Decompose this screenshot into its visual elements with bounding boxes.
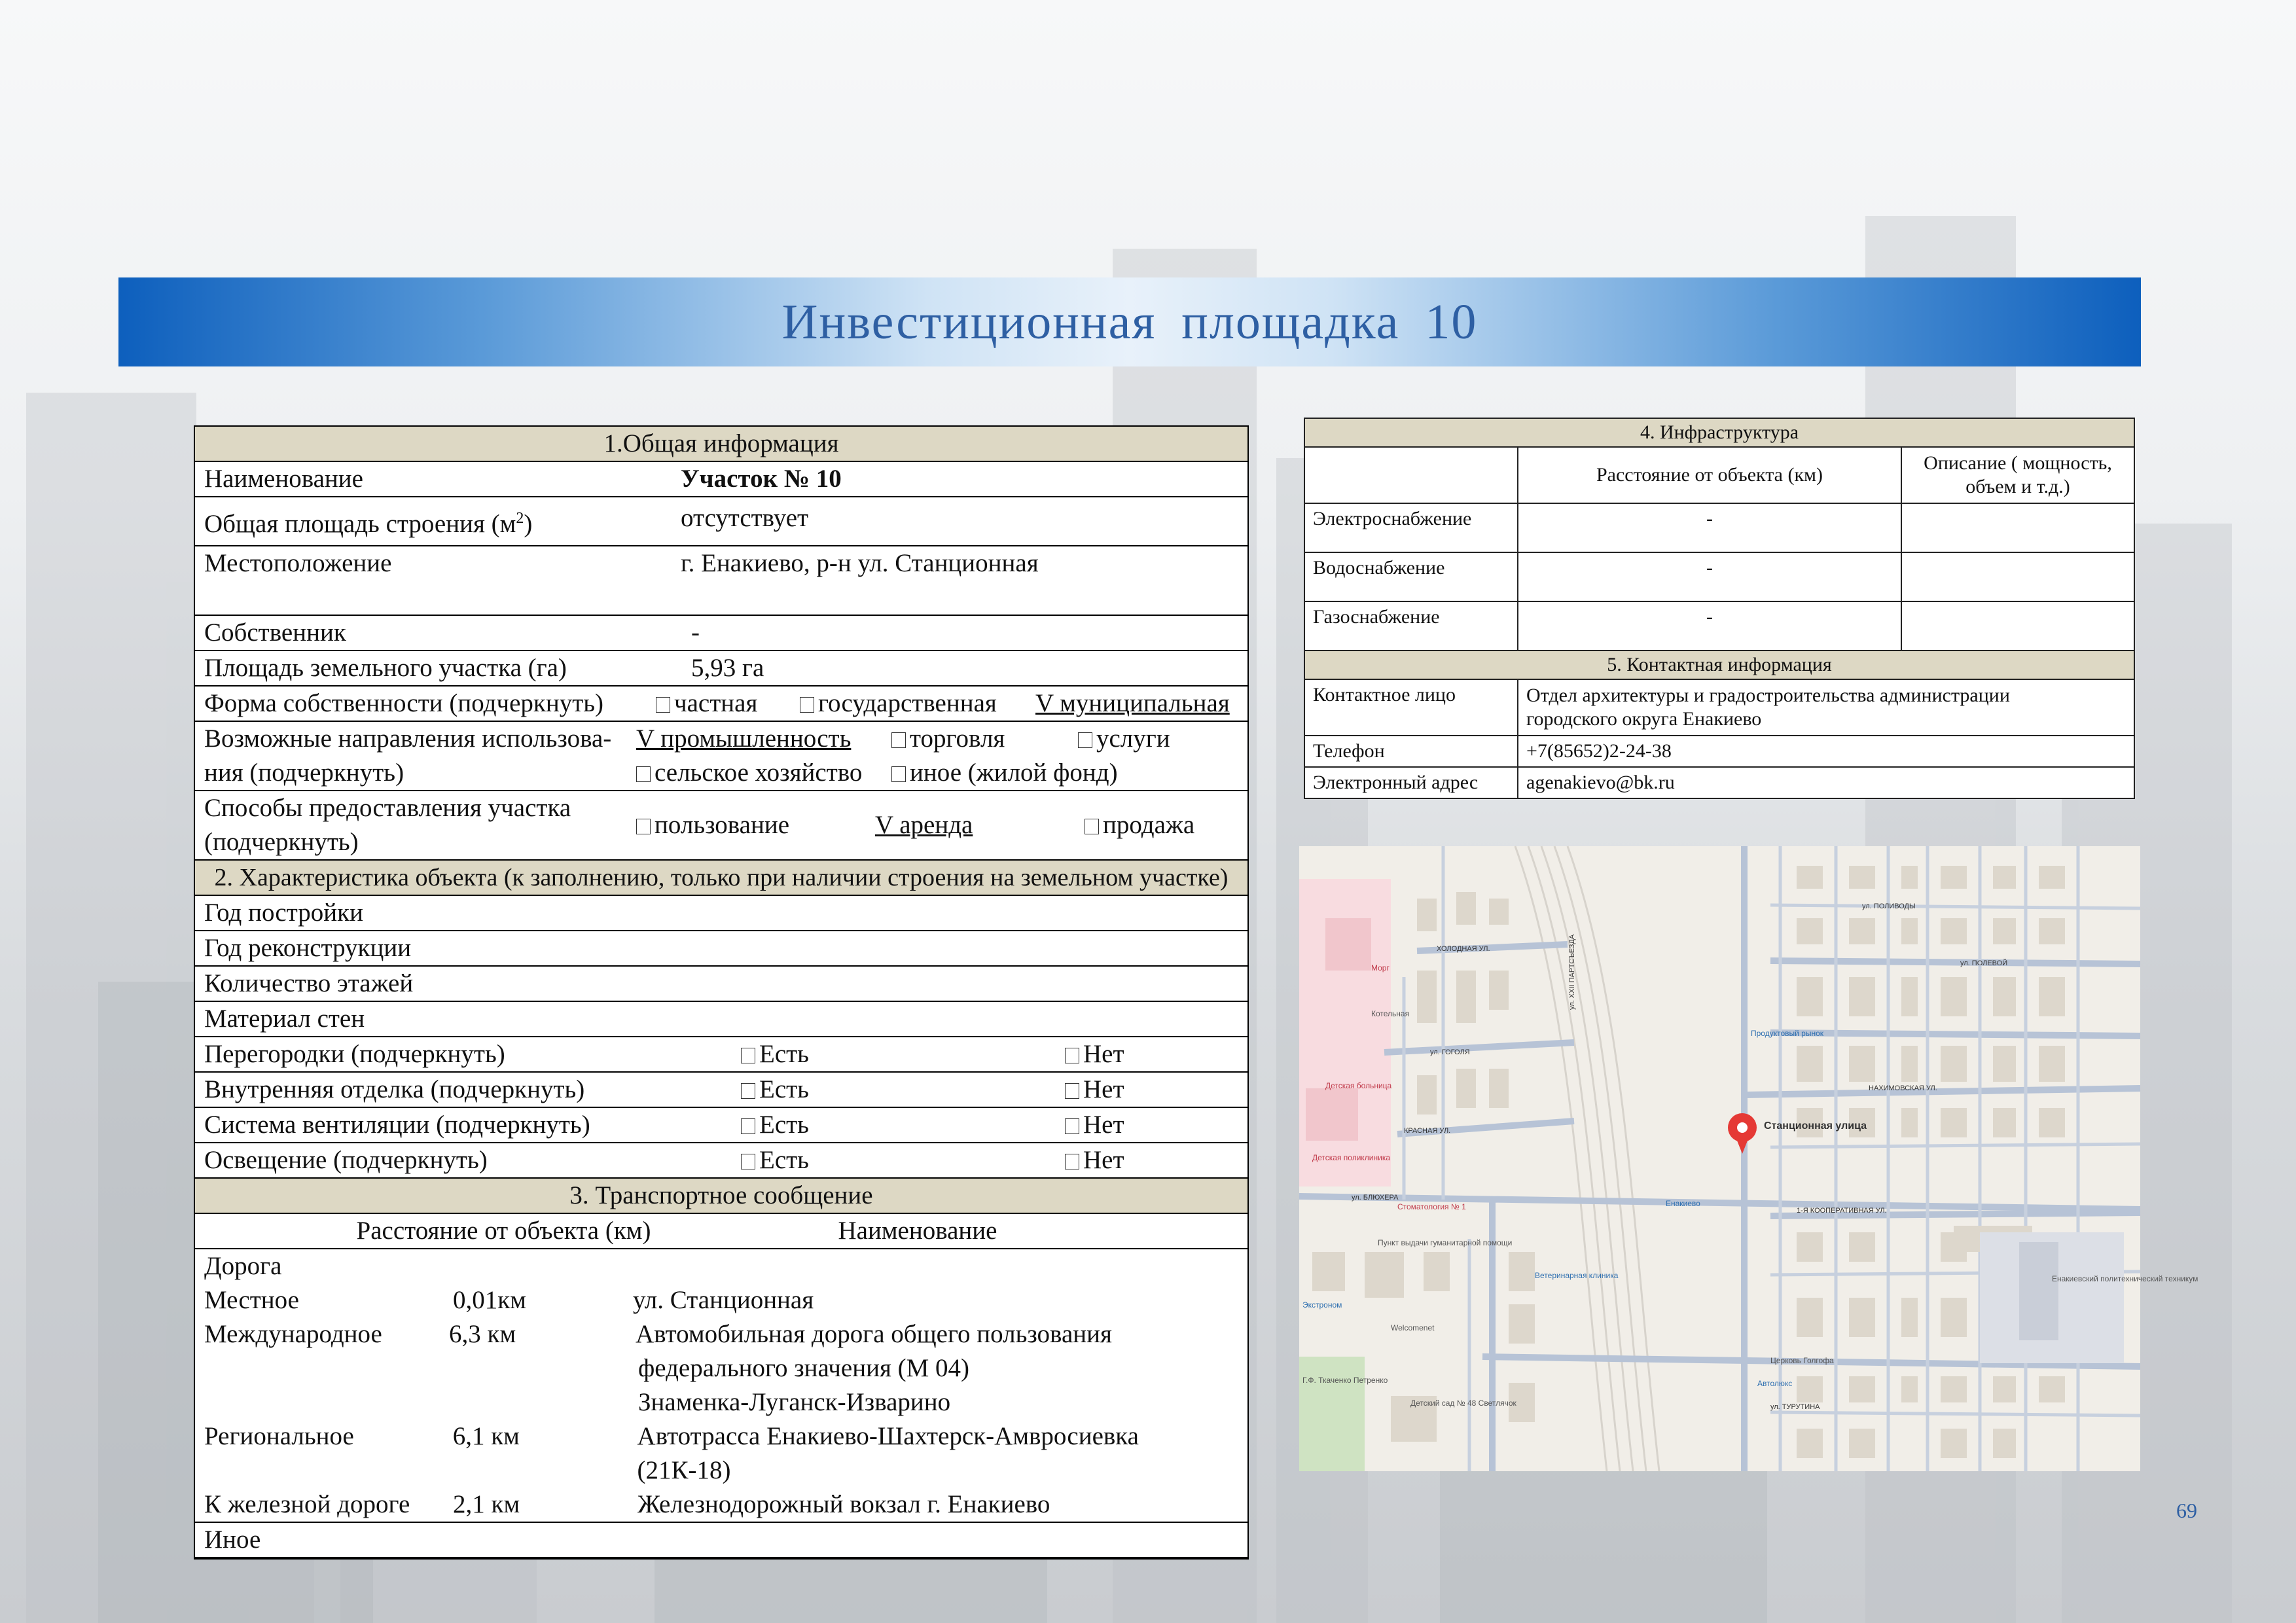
table-row (194, 1143, 1248, 1178)
lighting-no[interactable]: Нет (1065, 1143, 1124, 1177)
partitions-yes[interactable]: Есть (741, 1037, 1065, 1071)
contact-value-2: городского округа Енакиево (1526, 708, 1762, 730)
checkbox-icon (800, 697, 814, 713)
table-row (194, 1249, 1248, 1522)
checkbox-icon (741, 1154, 755, 1169)
infra-col-desc-1: Описание ( мощность, (1924, 452, 2112, 474)
infra-col-distance: Расстояние от объекта (км) (1518, 447, 1901, 503)
intl-name-1: Автомобильная дорога общего пользования (636, 1320, 1112, 1348)
map-street-label: ХОЛОДНАЯ УЛ. (1437, 945, 1490, 953)
name-value: Участок № 10 (672, 461, 1248, 497)
map-street-label: ул. ПОЛИВОДЫ (1862, 902, 1916, 910)
map-poi-label: Автолюкс (1757, 1379, 1793, 1388)
table-row (194, 931, 1248, 966)
map-poi-label: Г.Ф. Ткаченко Петренко (1302, 1376, 1388, 1385)
phone-label: Телефон (1304, 736, 1518, 767)
water-distance: - (1518, 552, 1901, 601)
ventilation-label: Система вентиляции (подчеркнуть) (204, 1111, 590, 1139)
electricity-distance: - (1518, 503, 1901, 552)
year-rebuilt-label: Год реконструкции (194, 931, 1248, 966)
map-poi-label: Пункт выдачи гуманитарной помощи (1378, 1238, 1513, 1247)
section3-header: 3. Транспортное сообщение (194, 1178, 1248, 1213)
local-name: ул. Станционная (633, 1286, 814, 1314)
usage-label-1: Возможные направления использова- (204, 724, 612, 753)
provision-label-1: Способы предоставления участка (204, 794, 571, 822)
map-poi-label: Ветеринарная клиника (1535, 1271, 1619, 1280)
ownership-state[interactable]: государственная (800, 687, 1035, 721)
section1-header: 1.Общая информация (194, 426, 1248, 461)
checkbox-icon (636, 819, 651, 834)
table-row (194, 721, 1248, 791)
table-row (194, 966, 1248, 1001)
table-row (194, 615, 1248, 651)
map-street-label: НАХИМОВСКАЯ УЛ. (1869, 1084, 1937, 1092)
map-poi-label: Стоматология № 1 (1397, 1202, 1466, 1211)
gas-distance: - (1518, 601, 1901, 651)
section5-header: 5. Контактная информация (1304, 651, 2134, 679)
table-row (194, 546, 1248, 615)
gas-label: Газоснабжение (1304, 601, 1518, 651)
area-label: Общая площадь строения ( (204, 510, 500, 538)
intl-name-3: Знаменка-Луганск-Изварино (638, 1388, 951, 1416)
walls-label: Материал стен (194, 1001, 1248, 1037)
area-unit: м (499, 510, 516, 538)
checkbox-icon (1065, 1154, 1079, 1169)
map-poi-label: Продуктовый рынок (1751, 1029, 1824, 1038)
map-marker-label: Станционная улица (1764, 1120, 1867, 1132)
ventilation-no[interactable]: Нет (1065, 1108, 1124, 1142)
phone-value[interactable]: +7(85652)2-24-38 (1518, 736, 2134, 767)
checkbox-icon (741, 1048, 755, 1063)
table-row (194, 1001, 1248, 1037)
email-label: Электронный адрес (1304, 767, 1518, 798)
location-value: г. Енакиево, р-н ул. Станционная (672, 546, 1248, 615)
table-row (194, 1522, 1248, 1558)
checkbox-icon (891, 766, 906, 782)
table-row (194, 791, 1248, 860)
map-street-label: ул. ХХІІ ПАРТСЪЕЗДА (1568, 934, 1576, 1010)
intl-distance: 6,3 км (449, 1320, 516, 1348)
provision-use[interactable]: пользование (636, 808, 875, 842)
area-sup: 2 (516, 510, 524, 527)
map-poi-label: Енакиевский политехнический техникум (2052, 1274, 2198, 1283)
table-row (194, 461, 1248, 497)
owner-value: - (672, 615, 1248, 651)
table-row (194, 1037, 1248, 1072)
table-row (194, 497, 1248, 546)
location-label: Местоположение (194, 546, 672, 615)
intl-name-2: федерального значения (М 04) (638, 1354, 970, 1382)
usage-agriculture[interactable]: сельское хозяйство (636, 756, 891, 790)
map-poi-label: Котельная (1371, 1009, 1410, 1018)
regional-label: Региональное (204, 1422, 354, 1450)
partitions-no[interactable]: Нет (1065, 1037, 1124, 1071)
area-value: отсутствует (672, 497, 1248, 546)
table-row (194, 1107, 1248, 1143)
table-row (194, 1072, 1248, 1107)
table-row (194, 651, 1248, 686)
interior-yes[interactable]: Есть (741, 1073, 1065, 1107)
regional-distance: 6,1 км (452, 1422, 520, 1450)
map-poi-label: Морг (1371, 963, 1390, 972)
map-street-label: ул. БЛЮХЕРА (1352, 1194, 1399, 1202)
checkbox-icon (656, 697, 670, 713)
road-label: Дорога (204, 1252, 282, 1280)
transport-col-distance: Расстояние от объекта (км) (356, 1217, 651, 1245)
year-built-label: Год постройки (194, 895, 1248, 931)
ventilation-yes[interactable]: Есть (741, 1108, 1065, 1142)
infra-col-desc-2: объем и т.д.) (1965, 476, 2070, 497)
checkbox-icon (1078, 732, 1092, 748)
table-row (1304, 552, 2134, 601)
lighting-label: Освещение (подчеркнуть) (204, 1146, 488, 1174)
rail-label: К железной дороге (204, 1490, 410, 1518)
table-row (1304, 447, 2134, 503)
usage-industry[interactable]: V промышленность (636, 724, 852, 753)
section2-header: 2. Характеристика объекта (к заполнению, только при наличии строения на земельном участке) (194, 860, 1248, 895)
contact-label: Контактное лицо (1304, 679, 1518, 736)
page-title: Инвестиционная площадка 10 (781, 294, 1478, 349)
general-info-table (194, 425, 1249, 1560)
local-label: Местное (204, 1286, 299, 1314)
map-canvas (1299, 846, 2198, 1471)
map-poi-label: Детская поликлиника (1312, 1153, 1391, 1162)
map-street-label: ул. ТУРУТИНА (1770, 1403, 1820, 1411)
location-map[interactable] (1299, 846, 2198, 1471)
checkbox-icon (741, 1083, 755, 1099)
table-row (1304, 601, 2134, 651)
table-row (1304, 736, 2134, 767)
transport-col-name: Наименование (838, 1217, 997, 1245)
lighting-yes[interactable]: Есть (741, 1143, 1065, 1177)
title-banner (118, 277, 2141, 366)
page-number: 69 (2176, 1499, 2197, 1522)
local-distance: 0,01км (453, 1286, 526, 1314)
checkbox-icon (1065, 1083, 1079, 1099)
map-street-label: ул. ГОГОЛЯ (1430, 1048, 1470, 1056)
provision-label-2: (подчеркнуть) (204, 828, 359, 856)
name-label: Наименование (194, 461, 672, 497)
other-label: Иное (194, 1522, 1248, 1558)
usage-other[interactable]: иное (жилой фонд) (891, 756, 1118, 790)
provision-lease[interactable]: V аренда (875, 811, 973, 839)
table-row (1304, 679, 2134, 736)
intl-label: Международное (204, 1320, 382, 1348)
ownership-private[interactable]: частная (656, 687, 800, 721)
owner-label: Собственник (194, 615, 672, 651)
map-poi-label: Экстроном (1302, 1300, 1342, 1310)
partitions-label: Перегородки (подчеркнуть) (204, 1040, 505, 1068)
table-row (194, 686, 1248, 721)
map-poi-label: Детский сад № 48 Светлячок (1410, 1399, 1516, 1408)
map-poi-label: Детская больница (1325, 1081, 1392, 1090)
rail-name: Железнодорожный вокзал г. Енакиево (637, 1490, 1050, 1518)
ownership-municipal[interactable]: V муниципальная (1035, 689, 1230, 717)
checkbox-icon (891, 732, 906, 748)
table-row (1304, 503, 2134, 552)
contact-value-1: Отдел архитектуры и градостроительства администрации (1526, 685, 2010, 706)
email-value[interactable]: agenakievo@bk.ru (1518, 767, 2134, 798)
ownership-label: Форма собственности (подчеркнуть) (204, 689, 604, 717)
usage-services[interactable]: услуги (1078, 722, 1170, 756)
interior-no[interactable]: Нет (1065, 1073, 1124, 1107)
floors-label: Количество этажей (194, 966, 1248, 1001)
map-street-label: КРАСНАЯ УЛ. (1404, 1127, 1451, 1135)
checkbox-icon (636, 766, 651, 782)
map-street-label: 1-Я КООПЕРАТИВНАЯ УЛ. (1797, 1207, 1887, 1215)
map-poi-label: Церковь Голгофа (1770, 1356, 1834, 1365)
electricity-label: Электроснабжение (1304, 503, 1518, 552)
checkbox-icon (1065, 1118, 1079, 1134)
table-row (194, 1213, 1248, 1249)
area-close: ) (524, 510, 533, 538)
regional-name: Автотрасса Енакиево-Шахтерск-Амвросиевка (21К-18) (637, 1422, 1139, 1484)
section4-header: 4. Инфраструктура (1304, 418, 2134, 447)
provision-sale[interactable]: продажа (1085, 808, 1194, 842)
land-area-value: 5,93 га (672, 651, 1248, 686)
checkbox-icon (1085, 819, 1099, 834)
map-poi-label: Welcomenet (1391, 1323, 1435, 1332)
interior-label: Внутренняя отделка (подчеркнуть) (204, 1075, 585, 1103)
table-row (194, 895, 1248, 931)
checkbox-icon (1065, 1048, 1079, 1063)
map-street-label: ул. ПОЛЕВОЙ (1960, 959, 2008, 967)
rail-distance: 2,1 км (453, 1490, 520, 1518)
land-area-label: Площадь земельного участка (га) (194, 651, 672, 686)
table-row (1304, 767, 2134, 798)
usage-trade[interactable]: торговля (891, 722, 1078, 756)
usage-label-2: ния (подчеркнуть) (204, 758, 404, 787)
infrastructure-table (1304, 418, 2135, 799)
water-label: Водоснабжение (1304, 552, 1518, 601)
map-poi-label: Енакиево (1666, 1199, 1700, 1208)
checkbox-icon (741, 1118, 755, 1134)
